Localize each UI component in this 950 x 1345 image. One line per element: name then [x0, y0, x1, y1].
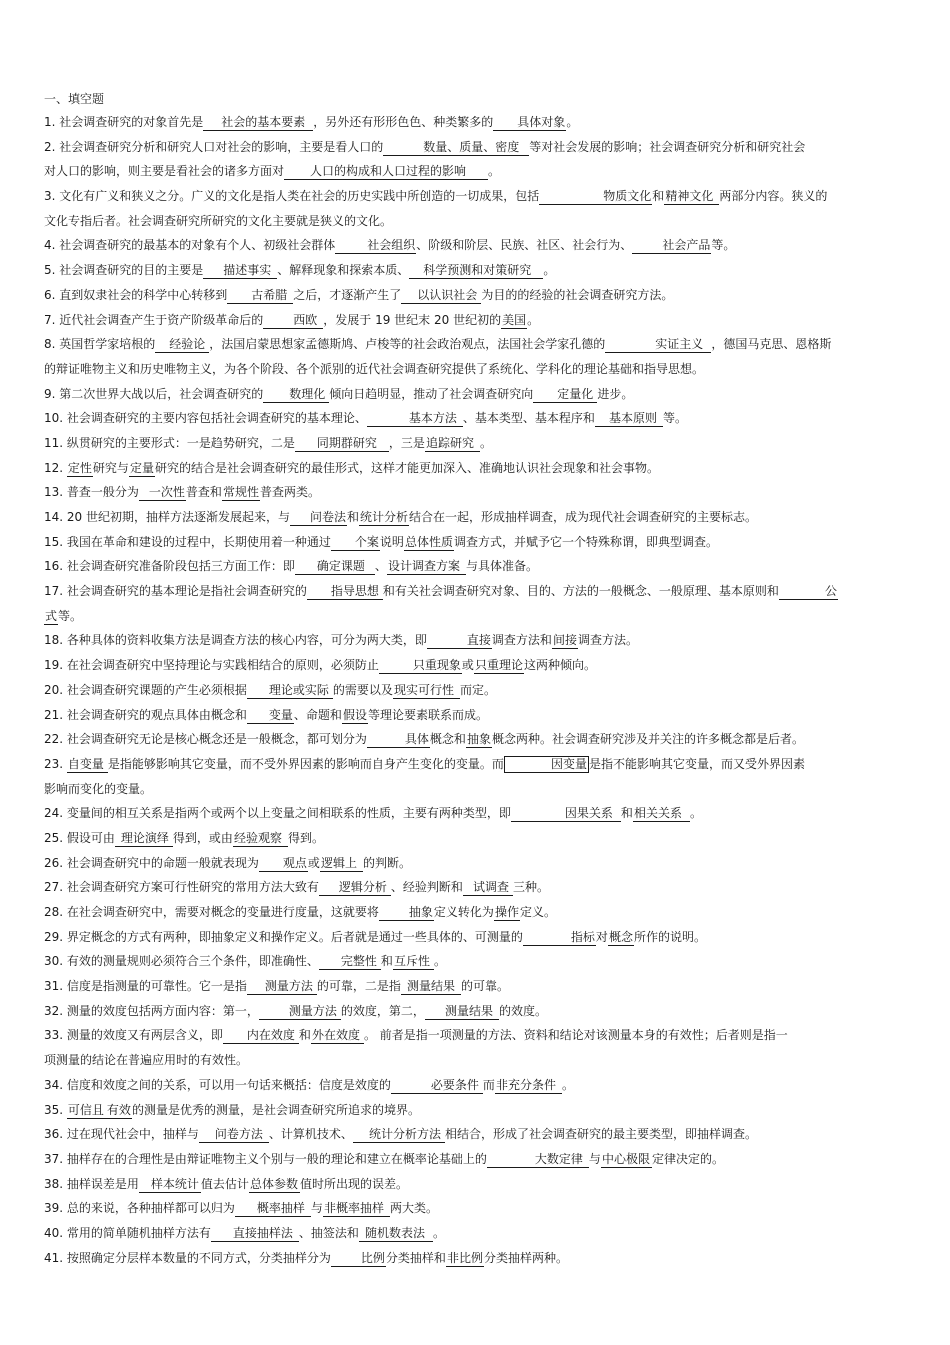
- question-text: 30. 有效的测量规则必须符合三个条件，即准确性、: [44, 954, 319, 969]
- answer-blank: 操作: [494, 905, 519, 919]
- answer-blank: 有效: [106, 1102, 131, 1117]
- answer-blank: 总体参数: [249, 1176, 298, 1191]
- answer-blank: 可信且: [67, 1102, 104, 1117]
- answer-blank: 逻辑上: [320, 856, 363, 872]
- question-text: 。: [566, 115, 579, 129]
- question-text: 结合在一起，形成抽样调查，成为现代社会调查研究的主要标志。: [409, 510, 758, 524]
- answer-blank: 完整性: [319, 954, 381, 970]
- answer-blank: 以认识社会: [401, 288, 481, 304]
- question-text: 两部分内容。狭义的: [719, 189, 828, 204]
- answer-blank: 问卷方法: [199, 1127, 269, 1143]
- question-text: 两大类。: [389, 1201, 438, 1216]
- question-text: 15. 我国在革命和建设的过程中，长期使用着一种通过: [44, 534, 331, 549]
- answer-blank: 必要条件: [391, 1078, 483, 1094]
- question-text: 得到。: [287, 830, 324, 845]
- question-text: 这两种倾向。: [523, 658, 596, 673]
- question-text: 2. 社会调查研究分析和研究人口对社会的影响，主要是看人口的: [44, 139, 384, 154]
- answer-blank: 自变量: [67, 757, 108, 773]
- answer-blank: 具体: [367, 732, 430, 748]
- question-line: [44, 752, 906, 777]
- question-line: [44, 1172, 906, 1197]
- question-line: [44, 110, 906, 135]
- question-line: [44, 900, 906, 925]
- answer-blank: 只重现象: [379, 658, 462, 674]
- question-line: [44, 505, 906, 530]
- answer-blank: 数量、质量、密度: [383, 140, 529, 156]
- answer-blank: 中心极限: [601, 1151, 650, 1166]
- question-text: 定义转化为: [433, 905, 494, 919]
- question-line: [44, 159, 906, 184]
- question-text: 、计算机技术、: [268, 1127, 353, 1142]
- question-line: [44, 604, 906, 629]
- question-text: 是指不能影响其它变量，而又受外界因素: [588, 756, 805, 771]
- question-text: 7. 近代社会调查产生于资产阶级革命后的: [44, 312, 264, 327]
- answer-blank: 理论演绎: [115, 831, 173, 847]
- question-line: [44, 925, 906, 950]
- question-text: ，发展于 19 世纪末 20 世纪初的: [323, 312, 502, 327]
- question-text: 、解释现象和探索本质、: [277, 263, 410, 278]
- question-text: 32. 测量的效度包括两方面内容：第一，: [44, 1003, 259, 1018]
- question-line: [44, 1048, 906, 1073]
- question-line: [44, 406, 906, 431]
- answer-blank: 设计调查方案: [387, 559, 466, 575]
- question-text: 。: [561, 1077, 574, 1092]
- question-text: 之后，才逐渐产生了: [293, 287, 402, 302]
- question-line: [44, 826, 906, 851]
- question-line: [44, 1073, 906, 1098]
- question-text: 8. 英国哲学家培根的: [44, 337, 156, 352]
- question-text: 为目的的经验的社会调查研究方法。: [481, 287, 674, 302]
- question-text: 39. 总的来说，各种抽样都可以归为: [44, 1201, 235, 1216]
- answer-blank: 直接抽样法: [211, 1226, 299, 1242]
- question-text: 得到，或由: [172, 830, 233, 845]
- answer-blank: 逻辑分析: [319, 880, 391, 896]
- question-text: 研究与: [92, 460, 129, 475]
- question-line: [44, 949, 906, 974]
- question-line: [44, 258, 906, 283]
- question-text: 和: [347, 510, 360, 524]
- answer-blank: 只重理论: [474, 658, 523, 673]
- question-text: 34. 信度和效度之间的关系，可以用一句话来概括：信度是效度的: [44, 1077, 391, 1092]
- answer-blank: 非充分条件: [495, 1078, 562, 1094]
- question-text: 3. 文化有广义和狭义之分。广义的文化是指人类在社会的历史实践中所创造的一切成果，包括: [44, 189, 540, 204]
- question-line: [44, 308, 906, 333]
- question-text: 是指能够影响其它变量，而不受外界因素的影响而自身产生变化的变量。而: [107, 756, 504, 771]
- question-line: [44, 851, 906, 876]
- answer-blank: 经验观察: [233, 831, 288, 847]
- question-text: 概念两种。社会调查研究涉及并关注的许多概念都是后者。: [491, 732, 804, 747]
- section-title: 一、填空题: [44, 92, 105, 106]
- question-text: 分类抽样和: [385, 1250, 446, 1265]
- question-text: 40. 常用的简单随机抽样方法有: [44, 1225, 211, 1240]
- question-text: 。 前者是指一项测量的方法、资料和结论对该测量本身的有效性；后者则是指一: [363, 1028, 788, 1043]
- question-line: [44, 1246, 906, 1271]
- answer-blank: 精神文化: [664, 189, 719, 205]
- answer-blank: 式: [45, 608, 58, 623]
- question-text: 、抽签法和: [298, 1225, 359, 1240]
- question-text: 36. 过在现代社会中，抽样与: [44, 1127, 199, 1142]
- question-line: [44, 1147, 906, 1172]
- answer-blank: 随机数表法: [359, 1226, 433, 1242]
- answer-blank: 概念: [608, 929, 633, 944]
- question-text: 10. 社会调查研究的主要内容包括社会调查研究的基本理论、: [44, 411, 367, 426]
- question-line: [44, 332, 906, 357]
- question-text: 等对社会发展的影响；社会调查研究分析和研究社会: [529, 139, 806, 154]
- question-text: 影响而变化的变量。: [44, 781, 153, 796]
- question-text: ，法国启蒙思想家孟德斯鸠、卢梭等的社会政治观点，法国社会学家孔德的: [209, 337, 606, 352]
- answer-blank: 社会的基本要素: [203, 115, 313, 131]
- question-text: 等。: [662, 411, 687, 426]
- question-text: 普查和: [185, 485, 222, 500]
- question-text: 、命题和: [293, 707, 342, 722]
- question-line: [44, 456, 906, 481]
- question-text: 或: [307, 855, 320, 870]
- question-text: 或: [461, 658, 474, 673]
- answer-blank: 同期群研究: [295, 436, 389, 452]
- answer-blank: 个案: [331, 535, 380, 551]
- answer-blank: 确定课题: [295, 559, 375, 575]
- question-line: [44, 530, 906, 555]
- question-text: 分类抽样两种。: [483, 1250, 568, 1265]
- question-text: 25. 假设可由: [44, 830, 115, 845]
- question-text: ，三是: [388, 435, 425, 450]
- question-line: [44, 628, 906, 653]
- question-text: 定义。: [519, 905, 556, 919]
- question-text: 调查方式，并赋予它一个特殊称谓，即典型调查。: [453, 534, 718, 549]
- answer-blank: 指导思想: [307, 584, 383, 600]
- answer-blank: 数理化: [263, 387, 329, 403]
- question-text: 16. 社会调查研究准备阶段包括三方面工作：即: [44, 559, 295, 574]
- question-line: [44, 1023, 906, 1048]
- answer-blank: 基本方法: [367, 411, 463, 427]
- question-text: 28. 在社会调查研究中，需要对概念的变量进行度量，这就要将: [44, 905, 379, 919]
- question-text: 的效度，第二，: [340, 1003, 425, 1018]
- answer-blank: 描述事实: [203, 263, 277, 279]
- question-text: 对: [595, 929, 608, 944]
- answer-blank: 理论或实际: [247, 683, 333, 699]
- question-text: 调查方法和: [491, 633, 552, 648]
- question-text: 文化专指后者。社会调查研究所研究的文化主要就是狭义的文化。: [44, 213, 393, 228]
- answer-blank: 经验论: [155, 337, 209, 353]
- question-line: [44, 801, 906, 826]
- question-text: 概念和: [429, 732, 466, 747]
- question-line: [44, 554, 906, 579]
- question-text: 、基本类型、基本程序和: [462, 411, 595, 426]
- question-text: 的可靠，二是指: [316, 979, 401, 994]
- question-line: [44, 480, 906, 505]
- answer-blank: 统计分析: [360, 510, 409, 524]
- answer-blank: 大数定律: [487, 1152, 589, 1168]
- answer-blank: 抽象: [379, 905, 434, 921]
- answer-blank: 总体性质: [404, 534, 453, 549]
- answer-blank: 测量方法: [259, 1004, 341, 1020]
- question-text: 进步。: [597, 386, 634, 401]
- answer-blank: 统计分析方法: [353, 1127, 445, 1143]
- question-text: 29. 界定概念的方式有两种，即抽象定义和操作定义。后者就是通过一些具体的、可测量的: [44, 929, 523, 944]
- question-text: 与: [588, 1151, 601, 1166]
- question-line: [44, 382, 906, 407]
- question-text: 。: [527, 312, 540, 327]
- answer-blank: 比例: [331, 1251, 386, 1267]
- answer-blank: 公: [779, 584, 838, 600]
- question-text: 等。: [58, 608, 83, 623]
- question-text: 5. 社会调查研究的目的主要是: [44, 263, 204, 278]
- question-text: 11. 纵贯研究的主要形式：一是趋势研究，二是: [44, 435, 295, 450]
- answer-blank: 互斥性: [393, 954, 434, 970]
- question-line: [44, 999, 906, 1024]
- question-text: 值时所出现的误差。: [299, 1176, 408, 1191]
- answer-blank: 物质文化: [539, 189, 652, 205]
- answer-blank: 追踪研究: [425, 436, 480, 452]
- question-text: 35.: [44, 1102, 67, 1117]
- question-text: 的辩证唯物主义和历史唯物主义，为各个阶段、各个派别的近代社会调查研究提供了系统化、学科化的理论基础和指导思想。: [44, 361, 705, 376]
- question-text: ，另外还有形形色色、种类繁多的: [313, 115, 494, 129]
- answer-blank: 试调查: [463, 880, 513, 896]
- answer-blank: 定量: [129, 460, 154, 475]
- question-text: 22. 社会调查研究无论是核心概念还是一般概念，都可划分为: [44, 732, 367, 747]
- question-text: 1. 社会调查研究的对象首先是: [44, 115, 204, 129]
- question-text: 12.: [44, 460, 67, 475]
- question-text: 31. 信度是指测量的可靠性。它一是指: [44, 979, 247, 994]
- question-text: 等。: [711, 238, 736, 253]
- question-text: 研究的结合是社会调查研究的最佳形式，这样才能更加深入、准确地认识社会现象和社会事物。: [154, 460, 659, 475]
- answer-blank: 测量结果: [425, 1004, 499, 1020]
- question-line: [44, 184, 906, 209]
- answer-blank: 内在效度: [223, 1028, 299, 1044]
- answer-blank: 指标: [523, 930, 596, 946]
- answer-blank: 间接: [552, 633, 577, 648]
- answer-blank: 常规性: [222, 485, 259, 500]
- question-text: 9. 第二次世界大战以后，社会调查研究的: [44, 386, 264, 401]
- question-line: [44, 777, 906, 802]
- question-text: 相结合，形成了社会调查研究的最主要类型，即抽样调查。: [444, 1127, 757, 1142]
- question-list: [44, 110, 906, 1270]
- question-text: 而: [482, 1077, 495, 1092]
- question-text: 对人口的影响，则主要是看社会的诸多方面对: [44, 164, 285, 179]
- question-text: ，德国马克思、恩格斯: [711, 337, 832, 352]
- question-line: [44, 974, 906, 999]
- question-line: [44, 431, 906, 456]
- question-line: [44, 1098, 906, 1123]
- answer-blank: 非概率抽样: [323, 1201, 390, 1217]
- question-text: 26. 社会调查研究中的命题一般就表现为: [44, 855, 259, 870]
- answer-blank: 社会产品: [632, 238, 711, 254]
- question-text: 。: [689, 806, 702, 821]
- document-body: [44, 88, 906, 1270]
- answer-blank: 概率抽样: [235, 1201, 311, 1217]
- question-text: 值去估计: [200, 1176, 249, 1191]
- answer-blank: 西欧: [263, 313, 323, 329]
- question-line: [44, 579, 906, 604]
- question-text: 6. 直到奴隶社会的科学中心转移到: [44, 287, 228, 302]
- question-text: 。: [433, 954, 446, 969]
- answer-blank: 科学预测和对策研究: [409, 263, 543, 279]
- answer-blank: 社会组织: [335, 238, 416, 254]
- question-text: 的测量是优秀的测量，是社会调查研究所追求的境界。: [131, 1102, 420, 1117]
- answer-blank: 外在效度: [311, 1028, 364, 1044]
- answer-blank: 实证主义: [605, 337, 711, 353]
- question-text: 、经验判断和: [390, 880, 463, 895]
- question-text: 的效度。: [498, 1003, 547, 1018]
- question-text: 、: [374, 559, 387, 574]
- answer-blank: 变量: [247, 708, 294, 724]
- question-text: 调查方法。: [577, 633, 638, 648]
- question-text: 项测量的结论在普遍应用时的有效性。: [44, 1053, 249, 1068]
- answer-blank: 现实可行性: [393, 683, 460, 699]
- question-text: 18. 各种具体的资料收集方法是调查方法的核心内容，可分为两大类，即: [44, 633, 427, 648]
- question-text: 的需要以及: [332, 682, 393, 697]
- question-text: 的可靠。: [460, 979, 509, 994]
- answer-blank: 一次性: [139, 485, 186, 501]
- answer-blank: 定量化: [533, 387, 597, 403]
- question-line: [44, 1196, 906, 1221]
- question-text: 14. 20 世纪初期，抽样方法逐渐发展起来，与: [44, 510, 290, 524]
- question-text: 和: [652, 189, 665, 204]
- answer-blank: 因变量: [504, 756, 589, 773]
- question-text: 。: [543, 263, 556, 278]
- question-text: 27. 社会调查研究方案可行性研究的常用方法大致有: [44, 880, 319, 895]
- question-line: [44, 1122, 906, 1147]
- answer-blank: 抽象: [466, 732, 491, 747]
- answer-blank: 美国: [502, 312, 527, 327]
- question-text: 倾向日趋明显，推动了社会调查研究向: [329, 386, 534, 401]
- question-text: 三种。: [512, 880, 549, 895]
- question-text: 等理论要素联系而成。: [367, 707, 488, 722]
- answer-blank: 古希腊: [227, 288, 293, 304]
- answer-blank: 相关关系: [633, 806, 690, 822]
- question-text: 和: [380, 954, 393, 969]
- question-line: [44, 233, 906, 258]
- answer-blank: 假设: [342, 707, 367, 722]
- answer-blank: 测量方法: [247, 979, 317, 995]
- question-text: 24. 变量间的相互关系是指两个或两个以上变量之间相联系的性质，主要有两种类型，即: [44, 806, 511, 821]
- question-text: 定律决定的。: [651, 1151, 724, 1166]
- answer-blank: 具体对象: [493, 115, 566, 131]
- question-text: 与具体准备。: [465, 559, 538, 574]
- question-text: 的判断。: [362, 855, 411, 870]
- question-text: 普查两类。: [259, 485, 320, 500]
- question-text: 和: [620, 806, 633, 821]
- question-text: 13. 普查一般分为: [44, 485, 139, 500]
- question-text: 17. 社会调查研究的基本理论是指社会调查研究的: [44, 584, 307, 599]
- question-text: 。: [432, 1225, 445, 1240]
- answer-blank: 基本原则: [595, 411, 663, 427]
- question-text: 。: [488, 164, 501, 179]
- answer-blank: 直接: [427, 633, 492, 649]
- question-text: 21. 社会调查研究的观点具体由概念和: [44, 707, 247, 722]
- question-text: 而定。: [459, 682, 496, 697]
- question-text: 37. 抽样存在的合理性是由辩证唯物主义个别与一般的理论和建立在概率论基础上的: [44, 1151, 487, 1166]
- question-line: [44, 209, 906, 234]
- answer-blank: 问卷法: [290, 510, 347, 526]
- answer-blank: 观点: [259, 856, 308, 872]
- question-line: [44, 875, 906, 900]
- question-text: 说明: [379, 534, 404, 549]
- answer-blank: 测量结果: [401, 979, 461, 995]
- question-text: 41. 按照确定分层样本数量的不同方式，分类抽样分为: [44, 1250, 331, 1265]
- question-text: 20. 社会调查研究课题的产生必须根据: [44, 682, 247, 697]
- question-text: 33. 测量的效度又有两层含义，即: [44, 1028, 223, 1043]
- answer-blank: 样本统计: [139, 1177, 201, 1193]
- question-line: [44, 1221, 906, 1246]
- question-line: [44, 283, 906, 308]
- question-text: 4. 社会调查研究的最基本的对象有个人、初级社会群体: [44, 238, 336, 253]
- question-text: 23.: [44, 756, 67, 771]
- question-line: [44, 678, 906, 703]
- question-text: 38. 抽样误差是用: [44, 1176, 139, 1191]
- question-text: 所作的说明。: [633, 929, 706, 944]
- question-text: 。: [479, 435, 492, 450]
- question-text: 19. 在社会调查研究中坚持理论与实践相结合的原则，必须防止: [44, 658, 379, 673]
- question-line: [44, 703, 906, 728]
- answer-blank: 人口的构成和人口过程的影响: [284, 164, 488, 180]
- answer-blank: 因果关系: [511, 806, 621, 822]
- question-line: [44, 727, 906, 752]
- answer-blank: 定性: [67, 460, 92, 475]
- question-line: [44, 135, 906, 160]
- question-text: 和: [298, 1028, 311, 1043]
- question-text: 、阶级和阶层、民族、社区、社会行为、: [416, 238, 633, 253]
- question-text: 与: [310, 1201, 323, 1216]
- question-line: [44, 653, 906, 678]
- question-text: 和有关社会调查研究对象、目的、方法的一般概念、一般原理、基本原则和: [382, 584, 779, 599]
- question-line: [44, 357, 906, 382]
- answer-blank: 非比例: [446, 1250, 483, 1265]
